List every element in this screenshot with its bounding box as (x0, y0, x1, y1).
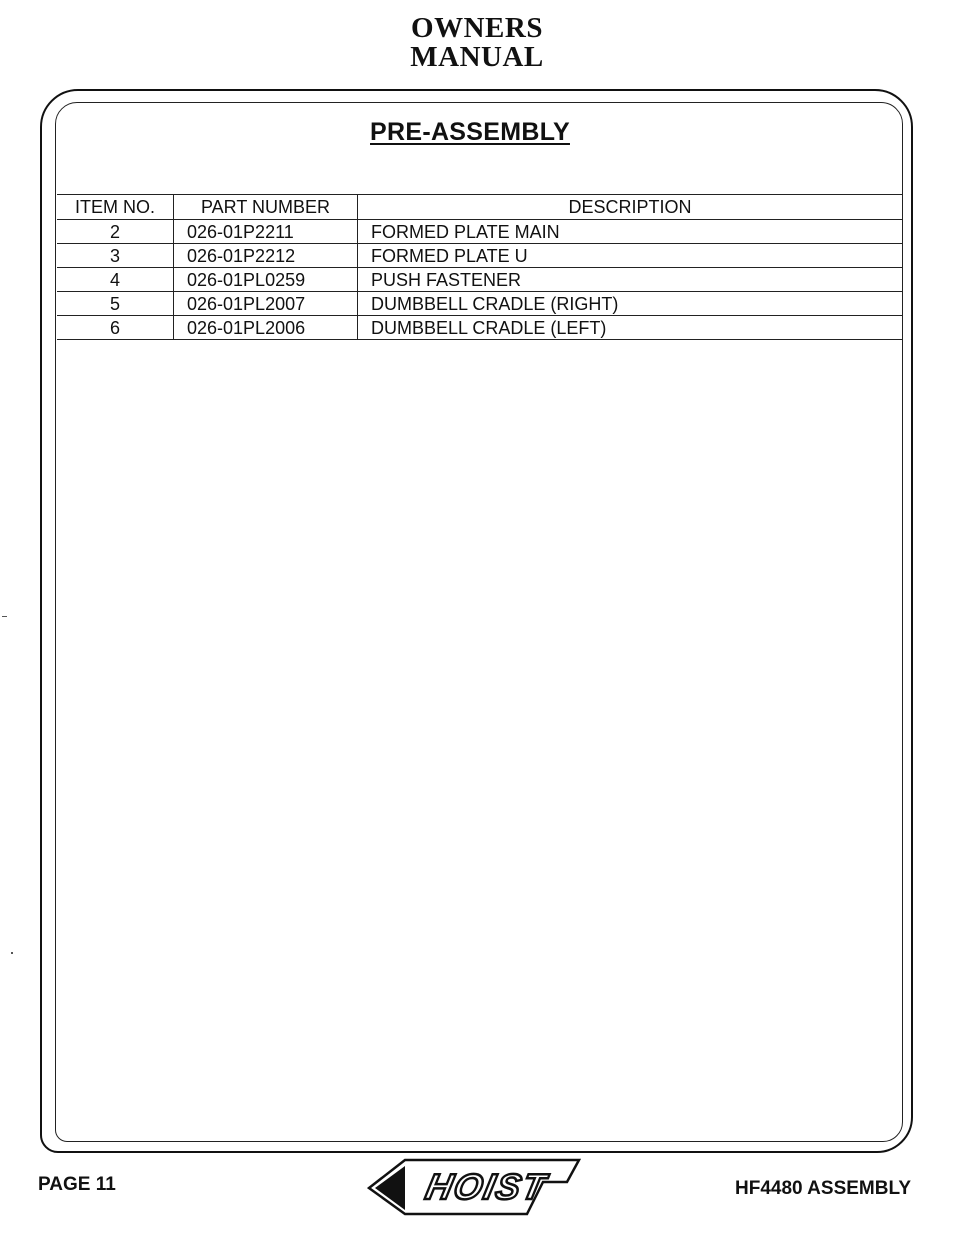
cell-item-no: 3 (57, 244, 174, 268)
cell-part-number: 026-01PL0259 (174, 268, 358, 292)
table-row (57, 316, 902, 340)
section-title: PRE-ASSEMBLY (370, 118, 570, 146)
cell-part-number: 026-01PL2006 (174, 316, 358, 340)
table-row (57, 292, 902, 316)
hoist-logo (367, 1156, 585, 1218)
logo-wordmark: HOIST (422, 1166, 551, 1207)
scan-mark (11, 952, 13, 954)
table-row (57, 220, 902, 244)
header-line-1: OWNERS (411, 12, 543, 44)
cell-item-no: 6 (57, 316, 174, 340)
cell-description: FORMED PLATE MAIN (358, 220, 903, 244)
table-row (57, 244, 902, 268)
parts-table (57, 194, 902, 340)
page-number: PAGE 11 (38, 1174, 116, 1195)
cell-description: FORMED PLATE U (358, 244, 903, 268)
cell-description: DUMBBELL CRADLE (LEFT) (358, 316, 903, 340)
model-assembly-label: HF4480 ASSEMBLY (735, 1178, 911, 1199)
cell-item-no: 5 (57, 292, 174, 316)
column-header-item-no: ITEM NO. (57, 195, 174, 220)
cell-item-no: 2 (57, 220, 174, 244)
cell-description: DUMBBELL CRADLE (RIGHT) (358, 292, 903, 316)
cell-item-no: 4 (57, 268, 174, 292)
cell-part-number: 026-01P2212 (174, 244, 358, 268)
cell-part-number: 026-01P2211 (174, 220, 358, 244)
table-row (57, 268, 902, 292)
scan-mark (2, 616, 7, 617)
header-line-2: MANUAL (410, 41, 544, 73)
column-header-part-number: PART NUMBER (174, 195, 358, 220)
table-header-row (57, 195, 902, 220)
document-header (0, 14, 954, 72)
column-header-description: DESCRIPTION (358, 195, 903, 220)
cell-description: PUSH FASTENER (358, 268, 903, 292)
cell-part-number: 026-01PL2007 (174, 292, 358, 316)
